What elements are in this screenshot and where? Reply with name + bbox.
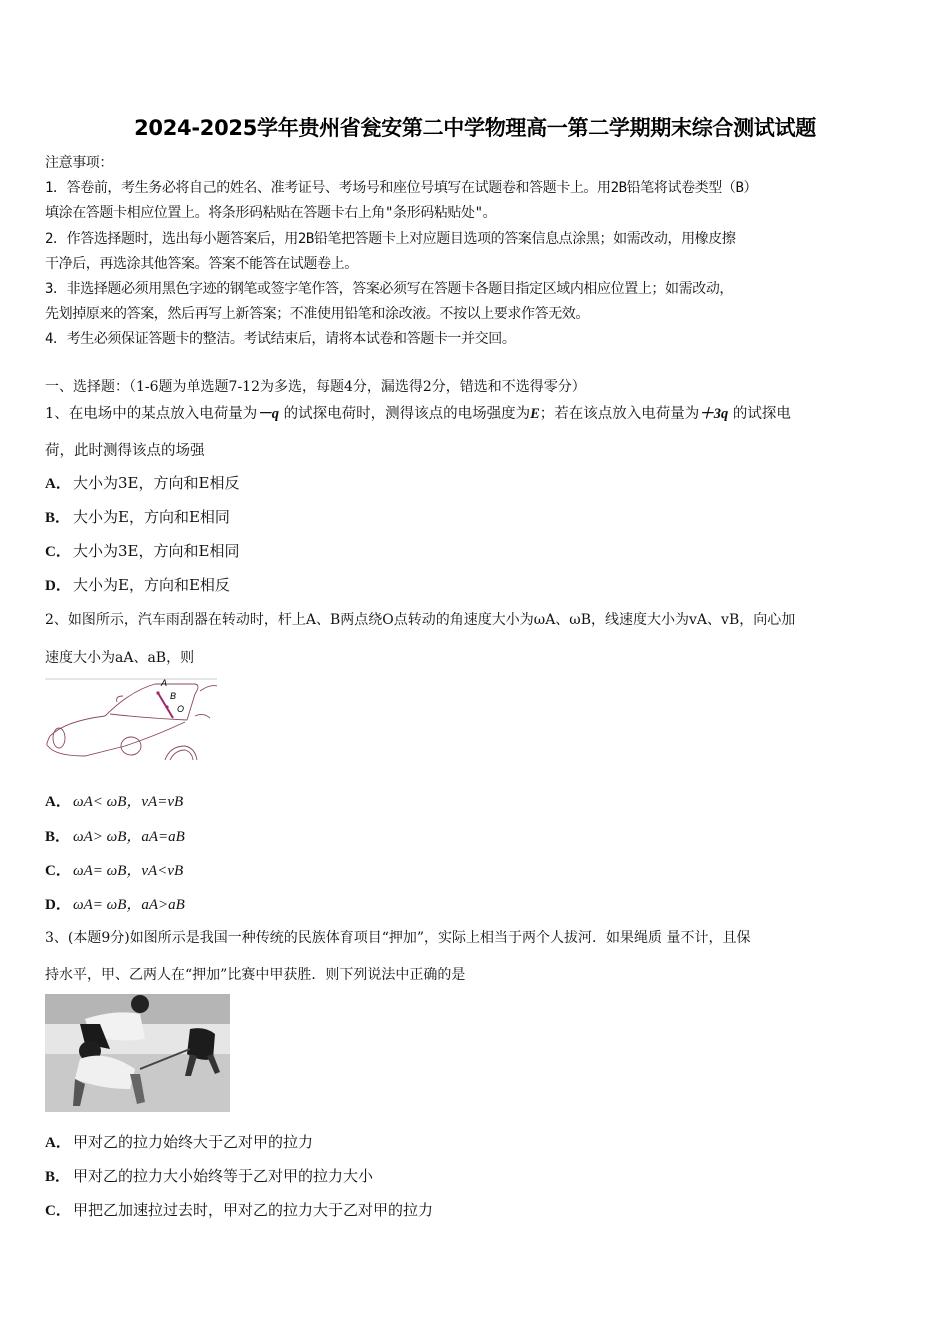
notes-line: 干净后，再选涂其他答案。答案不能答在试题卷上。 — [45, 256, 358, 272]
notes-line: 填涂在答题卡相应位置上。将条形码粘贴在答题卡右上角"条形码粘贴处"。 — [45, 205, 497, 221]
option-letter: B． — [45, 829, 71, 845]
option-text: 大小为E，方向和E相同 — [73, 508, 230, 526]
option-c[interactable] — [45, 859, 183, 880]
question-stem: 3、(本题9分)如图所示是我国一种传统的民族体育项目“押加”，实际上相当于两个人拔河．如果绳质 量不计，且保 — [45, 930, 751, 946]
question-stem: 2、如图所示，汽车雨刮器在转动时，杆上A、B两点绕O点转动的角速度大小为ωA、ωB，线速度大小为vA、vB，向心加 — [45, 612, 796, 628]
option-a[interactable] — [45, 790, 183, 811]
option-d[interactable] — [45, 574, 230, 595]
stem-text: 的试探电荷时，测得该点的电场强度为 — [278, 406, 531, 422]
option-letter: C． — [45, 544, 71, 560]
label-a: A — [161, 678, 168, 688]
stem-math: ＋3q — [699, 406, 729, 422]
option-letter: D． — [45, 897, 71, 913]
question-stem-cont: 荷，此时测得该点的场强 — [45, 443, 205, 459]
option-c[interactable] — [45, 540, 239, 561]
option-text: ωA= ωB，vA<vB — [73, 863, 184, 879]
option-letter: C． — [45, 863, 71, 879]
option-letter: C． — [45, 1203, 71, 1219]
notes-line: 4．考生必须保证答题卡的整洁。考试结束后，请将本试卷和答题卡一并交回。 — [45, 331, 516, 347]
stem-text: ；若在该点放入电荷量为 — [539, 406, 700, 422]
option-letter: B． — [45, 510, 71, 526]
option-c[interactable] — [45, 1199, 433, 1220]
page-title: 2024-2025学年贵州省瓮安第二中学物理高一第二学期期末综合测试试题 — [134, 116, 816, 140]
section-heading: 一、选择题：（1-6题为单选题7-12为多选，每题4分，漏选得2分，错选和不选得零分） — [45, 379, 586, 395]
option-text: 甲把乙加速拉过去时，甲对乙的拉力大于乙对甲的拉力 — [73, 1201, 434, 1219]
notes-line: 2．作答选择题时，选出每小题答案后，用2B铅笔把答题卡上对应题目选项的答案信息点涂黑；如需改动，用橡皮擦 — [45, 231, 736, 247]
stem-math: E — [530, 406, 540, 422]
notes-line: 3．非选择题必须用黑色字迹的钢笔或签字笔作答，答案必须写在答题卡各题目指定区域内相应位置上；如需改动， — [45, 281, 734, 297]
option-b[interactable] — [45, 506, 230, 527]
question-stem — [45, 402, 791, 423]
option-text: 大小为3E，方向和E相反 — [73, 474, 240, 492]
option-text: ωA> ωB，aA=aB — [73, 829, 185, 845]
option-a[interactable] — [45, 1131, 313, 1152]
option-a[interactable] — [45, 472, 239, 493]
option-text: ωA= ωB，aA>aB — [73, 897, 185, 913]
question-stem-cont: 持水平，甲、乙两人在“押加”比赛中甲获胜．则下列说法中正确的是 — [45, 967, 466, 983]
option-b[interactable] — [45, 825, 185, 846]
question-stem-cont: 速度大小为aA、aB，则 — [45, 650, 195, 666]
stem-text: 的试探电 — [728, 406, 791, 422]
option-text: 大小为3E，方向和E相同 — [73, 542, 240, 560]
notes-heading: 注意事项： — [45, 155, 113, 171]
label-b: B — [170, 691, 177, 701]
option-letter: A． — [45, 794, 71, 810]
label-o: O — [177, 704, 185, 714]
option-text: 大小为E，方向和E相反 — [73, 576, 230, 594]
notes-line: 先划掉原来的答案，然后再写上新答案；不准使用铅笔和涂改液。不按以上要求作答无效。 — [45, 306, 589, 322]
stem-math: －q — [257, 406, 279, 422]
option-letter: B． — [45, 1169, 71, 1185]
option-text: ωA< ωB，vA=vB — [73, 794, 184, 810]
stem-text: 1、在电场中的某点放入电荷量为 — [45, 406, 258, 422]
notes-line: 1．答卷前，考生务必将自己的姓名、准考证号、考场号和座位号填写在试题卷和答题卡上。用2B铅笔将试卷类型（B） — [45, 180, 758, 196]
tug-of-war-photo — [45, 994, 230, 1112]
option-text: 甲对乙的拉力大小始终等于乙对甲的拉力大小 — [73, 1167, 374, 1185]
option-letter: D． — [45, 578, 71, 594]
option-d[interactable] — [45, 893, 185, 914]
option-letter: A． — [45, 1135, 71, 1151]
car-wiper-figure — [45, 676, 217, 760]
option-text: 甲对乙的拉力始终大于乙对甲的拉力 — [73, 1133, 314, 1151]
option-letter: A． — [45, 476, 71, 492]
option-b[interactable] — [45, 1165, 373, 1186]
